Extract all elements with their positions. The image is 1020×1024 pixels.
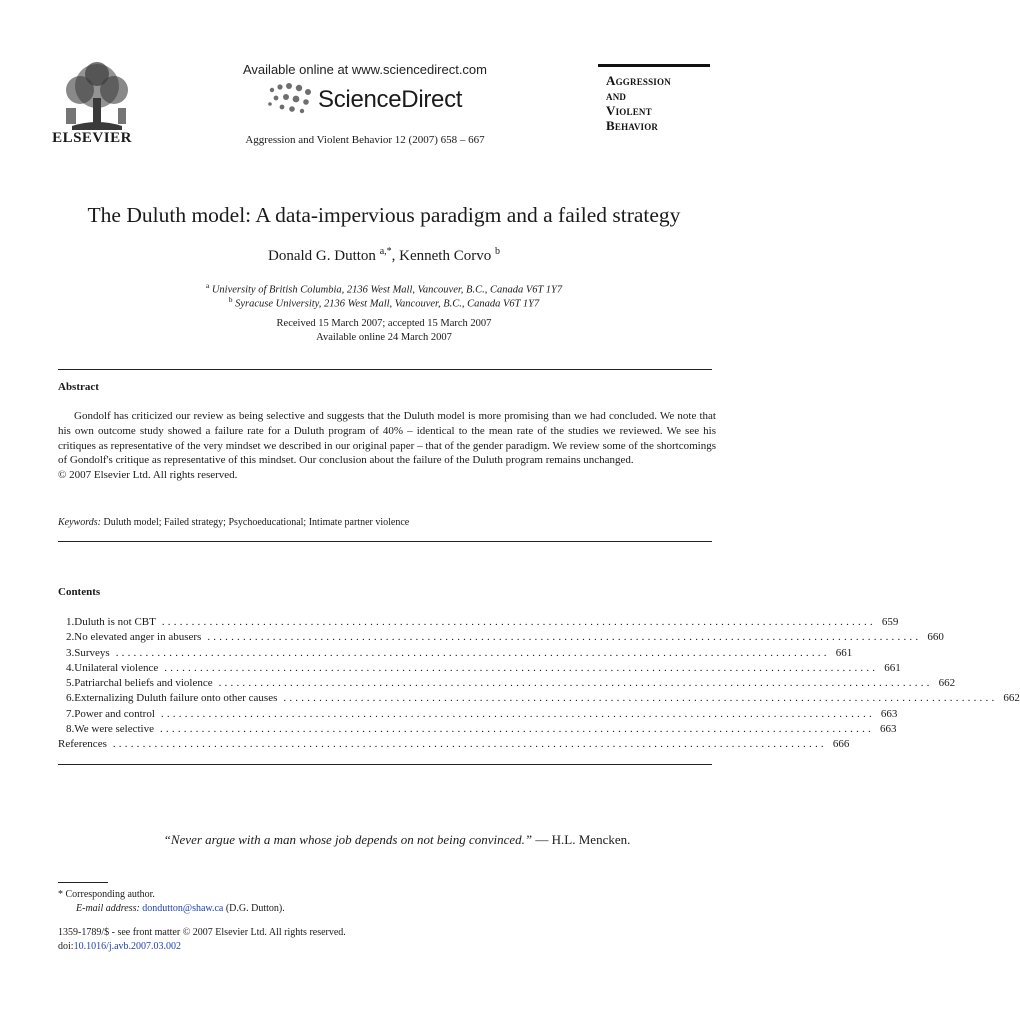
abstract-copyright: © 2007 Elsevier Ltd. All rights reserved. <box>58 469 238 482</box>
toc-leader: ........................................................................................................................ <box>159 723 874 736</box>
toc-leader: ........................................................................................................................ <box>112 738 827 751</box>
toc-entry[interactable] <box>66 692 1020 707</box>
affiliation <box>20 295 748 310</box>
toc-entry[interactable] <box>66 677 956 692</box>
affiliation-mark: a <box>205 281 210 290</box>
toc-page: 663 <box>880 707 898 720</box>
divider <box>58 764 712 765</box>
article-title: The Duluth model: A data-impervious paradigm and a failed strategy <box>87 203 681 227</box>
toc-entry[interactable] <box>66 631 944 646</box>
author-affiliation-mark[interactable]: b <box>494 246 500 257</box>
toc-entry[interactable] <box>66 616 899 631</box>
toc-leader: ........................................................................................................................ <box>207 631 922 644</box>
affiliation-text: University of British Columbia, 2136 West Mall, Vancouver, B.C., Canada V6T 1Y7 <box>211 284 563 296</box>
toc-entry[interactable] <box>58 738 850 753</box>
available-date: Available online 24 March 2007 <box>316 332 452 343</box>
toc-label: Surveys <box>74 646 110 659</box>
toc-number: 7. <box>66 707 75 720</box>
journal-badge-line: Behavior <box>606 118 659 133</box>
keywords <box>58 517 716 528</box>
toc-label: No elevated anger in abusers <box>74 631 202 644</box>
toc-leader: ........................................................................................................................ <box>161 616 876 628</box>
publisher-name: ELSEVIER <box>52 130 132 146</box>
divider <box>58 369 712 370</box>
email-label: E-mail address: <box>76 902 140 914</box>
toc-label: References <box>58 738 107 751</box>
online-availability-text[interactable]: Available online at www.sciencedirect.com <box>243 62 487 77</box>
toc-number: 8. <box>66 723 75 736</box>
toc-label: Duluth is not CBT <box>74 616 156 628</box>
toc-label: Patriarchal beliefs and violence <box>74 677 213 690</box>
toc-page: 660 <box>927 631 944 644</box>
email-link[interactable]: dondutton@shaw.ca <box>142 902 224 914</box>
toc-leader: ........................................................................................................................ <box>218 677 933 690</box>
epigraph <box>20 832 748 848</box>
abstract-body <box>58 409 716 483</box>
epigraph-attribution: — H.L. Mencken. <box>535 832 631 847</box>
journal-badge-line: Violent <box>606 103 652 118</box>
footnote-mark: * <box>58 889 63 900</box>
abstract-text: Gondolf has criticized our review as being selective and suggests that the Duluth model is more promising than we had concluded. We note that his own outcome study showed a failure rate for a Duluth program of 40% – identical to the mean rate of the studies we reviewed. We see his critiques as representative of the very mindset we described in our original paper – that of the gender paradigm. We review some of the shortcomings of Gondolf's critique as representative of this mindset. Our conclusion about the failure of the Duluth program remains unchanged. <box>58 410 716 467</box>
journal-badge-line: and <box>606 88 627 103</box>
author-affiliation-mark[interactable]: a,* <box>379 246 392 257</box>
author-name: Donald G. Dutton <box>268 248 376 264</box>
footnote-corresponding: Corresponding author. <box>65 889 155 900</box>
table-of-contents <box>58 616 1020 754</box>
toc-label: Unilateral violence <box>74 661 159 674</box>
toc-page: 663 <box>879 723 897 736</box>
author-list: Donald G. Dutton $^{a,*}$, Kenneth Corvo $^b$ <box>268 246 500 264</box>
sciencedirect-wordmark: ScienceDirect <box>318 86 463 113</box>
contents-heading: Contents <box>58 586 101 598</box>
footnote-divider <box>58 882 108 883</box>
toc-number: 4. <box>66 661 75 674</box>
toc-entry[interactable] <box>66 723 897 738</box>
footnote <box>58 888 285 915</box>
toc-entry[interactable] <box>66 707 898 723</box>
toc-number: 1. <box>66 616 75 628</box>
journal-badge <box>598 64 710 139</box>
issn-line: 1359-1789/$ - see front matter © 2007 Elsevier Ltd. All rights reserved. <box>58 927 346 938</box>
doi-label: doi: <box>58 940 74 952</box>
divider <box>58 541 712 542</box>
toc-label: We were selective <box>74 723 154 736</box>
toc-number: 5. <box>66 677 75 690</box>
doi-link[interactable]: 10.1016/j.avb.2007.03.002 <box>73 940 182 952</box>
affiliation <box>20 281 748 296</box>
toc-leader: ........................................................................................................................ <box>164 661 879 674</box>
toc-page: 662 <box>938 677 956 690</box>
journal-citation: Aggression and Violent Behavior 12 (2007) 658 – 667 <box>245 134 485 146</box>
toc-leader: ........................................................................................................................ <box>115 646 830 659</box>
toc-page: 661 <box>884 661 901 674</box>
keywords-text: Duluth model; Failed strategy; Psychoeducational; Intimate partner violence <box>103 517 410 528</box>
toc-page: 662 <box>1003 692 1020 705</box>
journal-badge-line: Aggression <box>606 73 671 88</box>
toc-number: 3. <box>66 646 75 659</box>
toc-leader: ........................................................................................................................ <box>160 707 875 720</box>
toc-leader: ........................................................................................................................ <box>283 692 998 705</box>
toc-number: 6. <box>66 692 75 705</box>
front-matter <box>58 926 346 953</box>
affiliation-text: Syracuse University, 2136 West Mall, Vancouver, B.C., Canada V6T 1Y7 <box>235 298 540 310</box>
email-owner: (D.G. Dutton). <box>225 902 285 914</box>
abstract-heading: Abstract <box>58 381 99 393</box>
epigraph-quote: “Never argue with a man whose job depends on not being convinced.” <box>163 832 533 847</box>
toc-page: 661 <box>835 646 853 659</box>
keywords-label: Keywords: <box>58 517 101 528</box>
toc-entry[interactable] <box>66 646 853 662</box>
author-name: Kenneth Corvo <box>399 248 492 264</box>
toc-page: 659 <box>881 616 899 628</box>
toc-label: Externalizing Duluth failure onto other causes <box>74 692 278 705</box>
toc-entry[interactable] <box>66 661 901 677</box>
received-date: Received 15 March 2007; accepted 15 March 2007 <box>276 318 492 329</box>
toc-label: Power and control <box>74 707 155 720</box>
toc-page: 666 <box>832 738 850 751</box>
affiliation-mark: b <box>228 295 233 304</box>
toc-number: 2. <box>66 631 75 644</box>
